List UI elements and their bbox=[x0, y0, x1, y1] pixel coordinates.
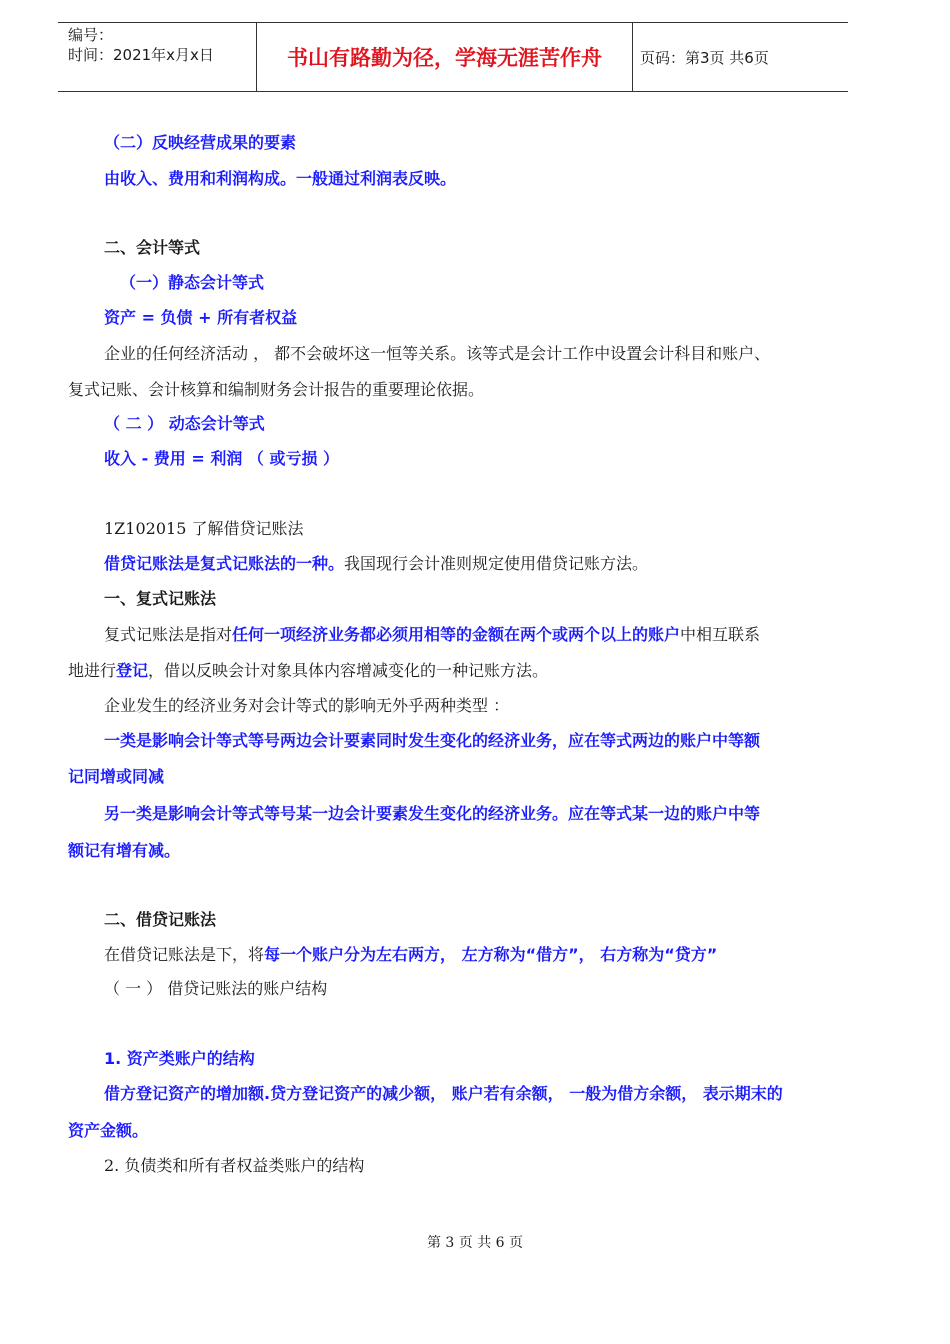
paragraph-double-entry-2 bbox=[68, 653, 838, 689]
subheading-liability-accounts: 2. 负债类和所有者权益类账户的结构 bbox=[104, 1156, 365, 1175]
text-normal: ，借以反映会计对象具体内容增减变化的一种记账方法。 bbox=[148, 661, 549, 680]
dynamic-equation: 收入 - 费用 = 利润 （ 或亏损 ） bbox=[104, 449, 340, 468]
paragraph-type-one-1: 一类是影响会计等式等号两边会计要素同时发生变化的经济业务，应在等式两边的账户中等额 bbox=[104, 731, 761, 750]
paragraph-type-two-1: 另一类是影响会计等式等号某一边会计要素发生变化的经济业务。应在等式某一边的账户中等 bbox=[104, 804, 761, 823]
section-heading-equation: 二、会计等式 bbox=[104, 238, 201, 257]
header-left bbox=[58, 23, 256, 93]
paragraph-type-one-2: 记同增或同减 bbox=[68, 767, 165, 786]
paragraph-asset-accounts-2: 资产金额。 bbox=[68, 1121, 149, 1140]
subheading-asset-accounts: 1. 资产类账户的结构 bbox=[104, 1049, 255, 1068]
paragraph-type-two-2: 额记有增有减。 bbox=[68, 841, 181, 860]
subheading-operating-results: （二）反映经营成果的要素 bbox=[104, 133, 297, 152]
text-normal: 我国现行会计准则规定使用借贷记账方法。 bbox=[344, 554, 649, 573]
paragraph-static-2: 复式记账、会计核算和编制财务会计报告的重要理论依据。 bbox=[68, 380, 485, 399]
page-footer: 第 3 页 共 6 页 bbox=[426, 1235, 524, 1251]
number-label: 编号： bbox=[68, 26, 114, 44]
time-label: 时间：2021年x月x日 bbox=[68, 46, 214, 64]
text-normal: 在借贷记账法是下，将 bbox=[104, 945, 265, 964]
subheading-account-structure: （ 一 ） 借贷记账法的账户结构 bbox=[104, 979, 328, 998]
page-info: 页码：第3页 共6页 bbox=[640, 48, 769, 67]
header-page-info bbox=[640, 23, 848, 91]
subheading-dynamic-equation: （ 二 ） 动态会计等式 bbox=[104, 414, 265, 433]
page-header bbox=[58, 22, 848, 92]
paragraph-debit-credit-intro bbox=[68, 546, 874, 582]
text-normal: 地进行 bbox=[68, 661, 117, 680]
paragraph-two-types: 企业发生的经济业务对会计等式的影响无外乎两种类型 ： bbox=[104, 696, 510, 715]
heading-debit-credit: 二、借贷记账法 bbox=[104, 910, 217, 929]
paragraph-static-1: 企业的任何经济活动 ， 都不会破坏这一恒等关系。该等式是会计工作中设置会计科目和账户、 bbox=[104, 344, 771, 363]
text-highlight: 每一个账户分为左右两方， 左方称为“借方”， 右方称为“贷方” bbox=[264, 945, 718, 964]
subheading-static-equation: （一）静态会计等式 bbox=[120, 273, 265, 292]
text-highlight: 任何一项经济业务都必须用相等的金额在两个或两个以上的账户 bbox=[232, 625, 681, 644]
paragraph-operating-results: 由收入、费用和利润构成。一般通过利润表反映。 bbox=[104, 169, 457, 188]
motto: 书山有路勤为径，学海无涯苦作舟 bbox=[256, 23, 633, 91]
text-normal: 复式记账法是指对 bbox=[104, 625, 233, 644]
static-equation: 资产 = 负债 + 所有者权益 bbox=[104, 308, 298, 327]
heading-double-entry: 一、复式记账法 bbox=[104, 589, 217, 608]
paragraph-asset-accounts-1: 借方登记资产的增加额.贷方登记资产的减少额， 账户若有余额， 一般为借方余额， 表示期末的 bbox=[104, 1084, 783, 1103]
text-highlight: 借贷记账法是复式记账法的一种。 bbox=[104, 554, 345, 573]
text-highlight: 登记 bbox=[116, 661, 149, 680]
paragraph-double-entry-1 bbox=[68, 617, 874, 653]
paragraph-left-right bbox=[68, 937, 874, 973]
text-normal: 中相互联系 bbox=[680, 625, 761, 644]
section-code-heading: 1Z102015 了解借贷记账法 bbox=[104, 519, 304, 538]
